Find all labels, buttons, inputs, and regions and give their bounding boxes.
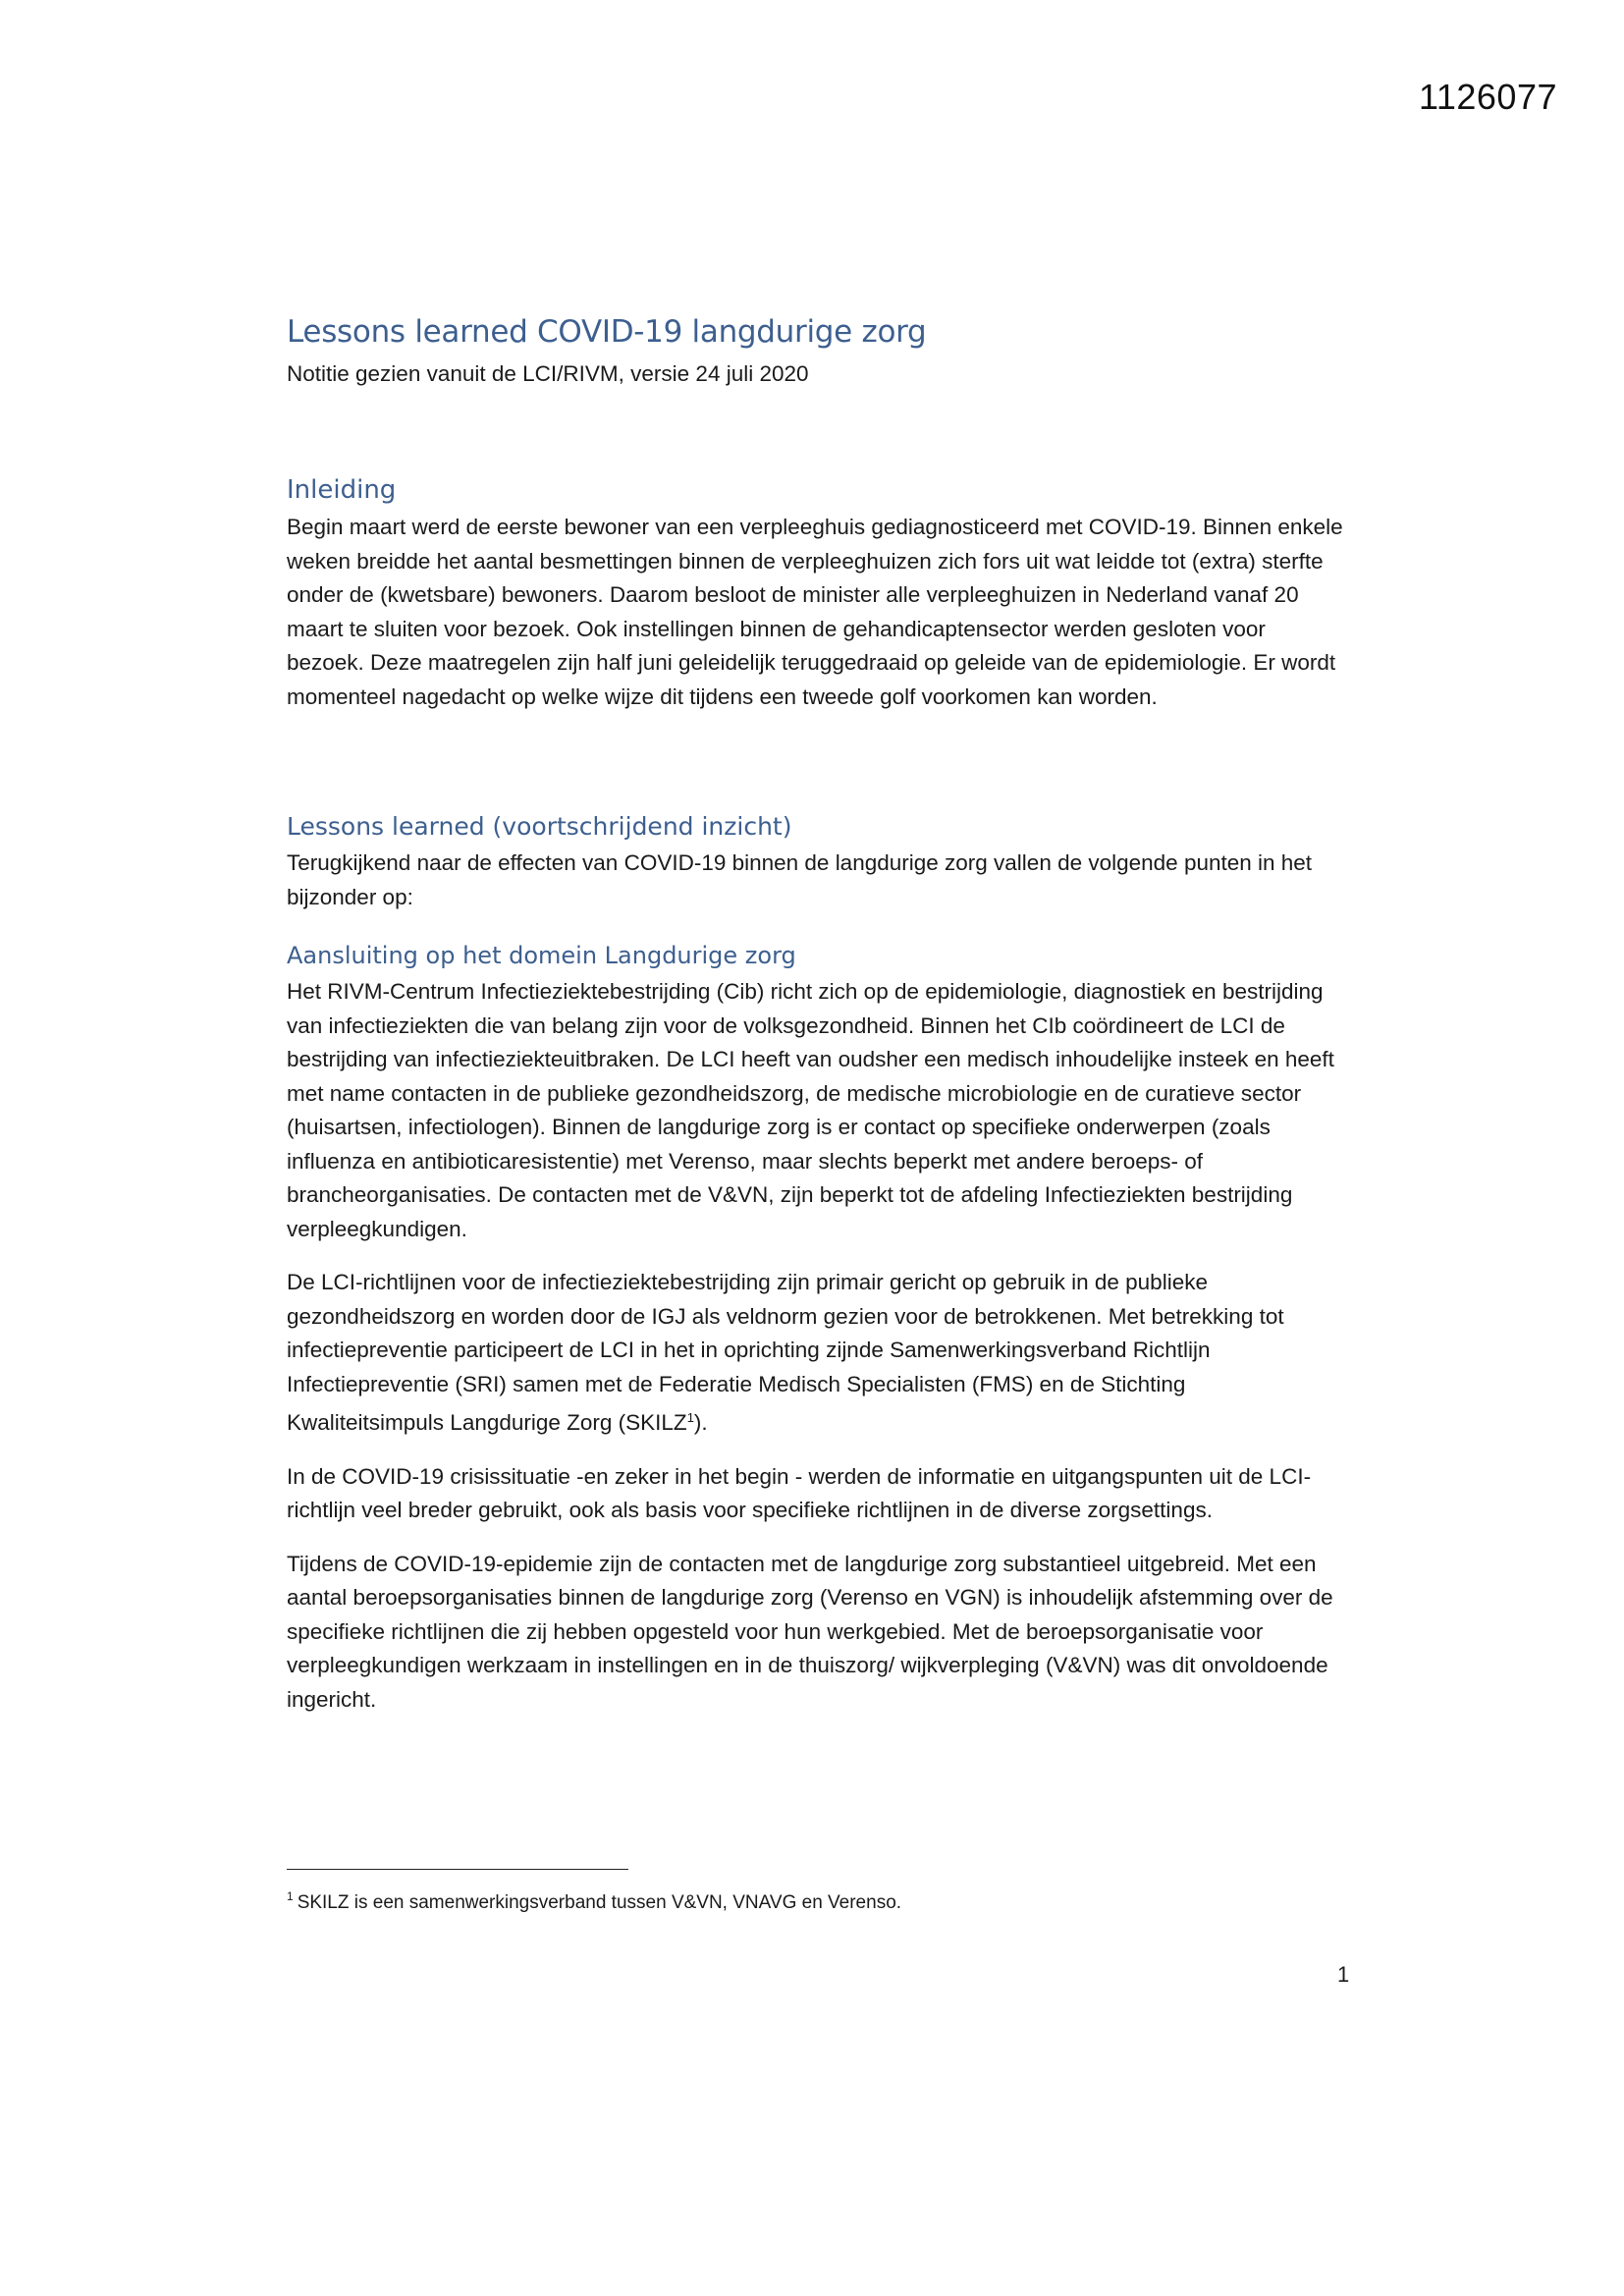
paragraph-aansluiting-1: Het RIVM-Centrum Infectieziektebestrijding (Cib) richt zich op de epidemiologie, diagnostiek en bestrijding van infectieziekten die van belang zijn voor de volksgezondheid. Binnen het CIb coördineert de LCI de bestrijding van infectieziekteuitbraken. De LCI heeft van oudsher een medisch inhoudelijke insteek en heeft met name contacten in de publieke gezondheidszorg, de medische microbiologie en de curatieve sector (huisartsen, infectiologen). Binnen de langdurige zorg is er contact op specifieke onderwerpen (zoals influenza en antibioticaresistentie) met Verenso, maar slechts beperkt met andere beroeps- of brancheorganisaties. De contacten met de V&VN, zijn beperkt tot de afdeling Infectieziekten bestrijding verpleegkundigen. (287, 979, 1334, 1241)
page-content (287, 314, 1347, 1736)
paragraph-aansluiting-2-end: ). (693, 1410, 708, 1435)
footnote-marker: 1 (287, 1889, 294, 1903)
paragraph-inleiding: Begin maart werd de eerste bewoner van een verpleeghuis gediagnosticeerd met COVID-19. Binnen enkele weken breidde het aantal besmettingen binnen de verpleeghuizen zich fors uit wat leidde tot (extra) sterfte onder de (kwetsbare) bewoners. Daarom besloot de minister alle verpleeghuizen in Nederland vanaf 20 maart te sluiten voor bezoek. Ook instellingen binnen de gehandicaptensector werden gesloten voor bezoek. Deze maatregelen zijn half juni geleidelijk teruggedraaid op geleide van de epidemiologie. Er wordt momenteel nagedacht op welke wijze dit tijdens een tweede golf voorkomen kan worden. (287, 515, 1343, 709)
footnote (287, 1889, 901, 1914)
heading-inleiding: Inleiding (287, 475, 397, 505)
paragraph-lessons-learned: Terugkijkend naar de effecten van COVID-19 binnen de langdurige zorg vallen de volgende punten in het bijzonder op: (287, 850, 1313, 909)
document-subtitle: Notitie gezien vanuit de LCI/RIVM, versie 24 juli 2020 (287, 361, 809, 386)
document-title: Lessons learned COVID-19 langdurige zorg (287, 314, 927, 350)
page-number: 1 (1337, 1962, 1350, 1987)
paragraph-aansluiting-2 (287, 1266, 1347, 1441)
paragraph-aansluiting-3: In de COVID-19 crisissituatie -en zeker in het begin - werden de informatie en uitgangspunten uit de LCI-richtlijn veel breder gebruikt, ook als basis voor specifieke richtlijnen in de diverse zorgsettings. (287, 1463, 1312, 1522)
heading-lessons-learned: Lessons learned (voortschrijdend inzicht) (287, 812, 792, 841)
paragraph-aansluiting-2-text: De LCI-richtlijnen voor de infectieziektebestrijding zijn primair gericht op gebruik in de publieke gezondheidszorg en worden door de IGJ als veldnorm gezien voor de betrokkenen. Met betrekking tot infectiepreventie participeert de LCI in het in oprichting zijnde Samenwerkingsverband Richtlijn Infectiepreventie (SRI) samen met de Federatie Medisch Specialisten (FMS) en de Stichting Kwaliteitsimpuls Langdurige Zorg (SKILZ (287, 1270, 1284, 1435)
document-id: 1126077 (1419, 77, 1557, 117)
footnote-separator (287, 1869, 628, 1870)
footnote-text: SKILZ is een samenwerkingsverband tussen V&VN, VNAVG en Verenso. (297, 1892, 902, 1913)
footnote-reference[interactable]: 1 (686, 1410, 694, 1425)
paragraph-aansluiting-4: Tijdens de COVID-19-epidemie zijn de contacten met de langdurige zorg substantieel uitgebreid. Met een aantal beroepsorganisaties binnen de langdurige zorg (Verenso en VGN) is inhoudelijk afstemming over de specifieke richtlijnen die zij hebben opgesteld voor hun werkgebied. Met de beroepsorganisatie voor verpleegkundigen werkzaam in instellingen en in de thuiszorg/ wijkverpleging (V&VN) was dit onvoldoende ingericht. (287, 1551, 1333, 1712)
heading-aansluiting: Aansluiting op het domein Langdurige zorg (287, 942, 796, 969)
